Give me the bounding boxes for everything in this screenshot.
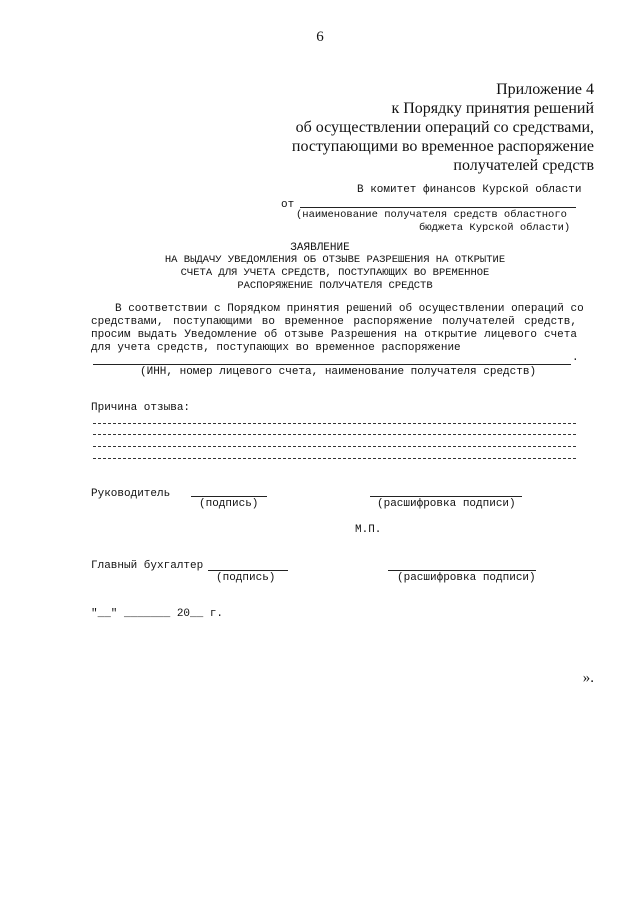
sender-name-field[interactable] [300, 207, 576, 208]
statement-subject [140, 254, 530, 293]
page-number: 6 [316, 29, 324, 45]
addressee: В комитет финансов Курской области [357, 184, 582, 196]
appendix-line: Приложение 4 [496, 81, 594, 98]
body-line: для учета средств, поступающих во временное распоряжение [91, 342, 461, 354]
appendix-line: получателей средств [453, 157, 594, 174]
body-line: просим выдать Уведомление об отзыве Разрешения на открытие лицевого счета [91, 329, 577, 341]
accountant-label: Главный бухгалтер [91, 560, 204, 572]
stamp-placeholder: М.П. [355, 524, 382, 536]
reason-field-line[interactable] [93, 458, 576, 459]
subject-line: СЧЕТА ДЛЯ УЧЕТА СРЕДСТВ, ПОСТУПАЮЩИХ ВО ВРЕМЕННОЕ [180, 267, 490, 279]
accountant-decode-caption: (расшифровка подписи) [397, 572, 536, 584]
head-label: Руководитель [91, 488, 171, 500]
closing-quote: ». [582, 670, 594, 686]
head-decode-caption: (расшифровка подписи) [377, 498, 516, 510]
date-field[interactable]: "__" _______ 20__ г. [91, 608, 224, 620]
head-signature-caption: (подпись) [199, 498, 259, 510]
reason-field-line[interactable] [93, 446, 576, 447]
reason-label: Причина отзыва: [91, 402, 191, 414]
reason-field-line[interactable] [93, 434, 576, 435]
account-caption: (ИНН, номер лицевого счета, наименование получателя средств) [140, 366, 537, 378]
appendix-line: к Порядку принятия решений [391, 100, 594, 117]
appendix-line: об осуществлении операций со средствами, [295, 119, 594, 136]
appendix-line: поступающими во временное распоряжение [291, 138, 594, 155]
body-text [91, 303, 584, 355]
subject-line: РАСПОРЯЖЕНИЕ ПОЛУЧАТЕЛЯ СРЕДСТВ [237, 280, 433, 292]
appendix-header [292, 80, 594, 175]
accountant-signature-caption: (подпись) [216, 572, 276, 584]
sender-caption-line: (наименование получателя средств областного [296, 209, 567, 221]
reason-field-line[interactable] [93, 423, 576, 424]
sender-caption-line: бюджета Курской области) [419, 222, 571, 234]
body-line: средствами, поступающими во временное распоряжение получателей средств, [91, 316, 577, 328]
from-label: от [281, 199, 295, 211]
sender-caption [296, 209, 570, 235]
statement-title: ЗАЯВЛЕНИЕ [290, 242, 350, 254]
subject-line: НА ВЫДАЧУ УВЕДОМЛЕНИЯ ОБ ОТЗЫВЕ РАЗРЕШЕНИЯ НА ОТКРЫТИЕ [164, 254, 506, 266]
body-line: В соответствии с Порядком принятия решений об осуществлении операций со [115, 303, 584, 315]
field-end-period: . [572, 352, 579, 364]
